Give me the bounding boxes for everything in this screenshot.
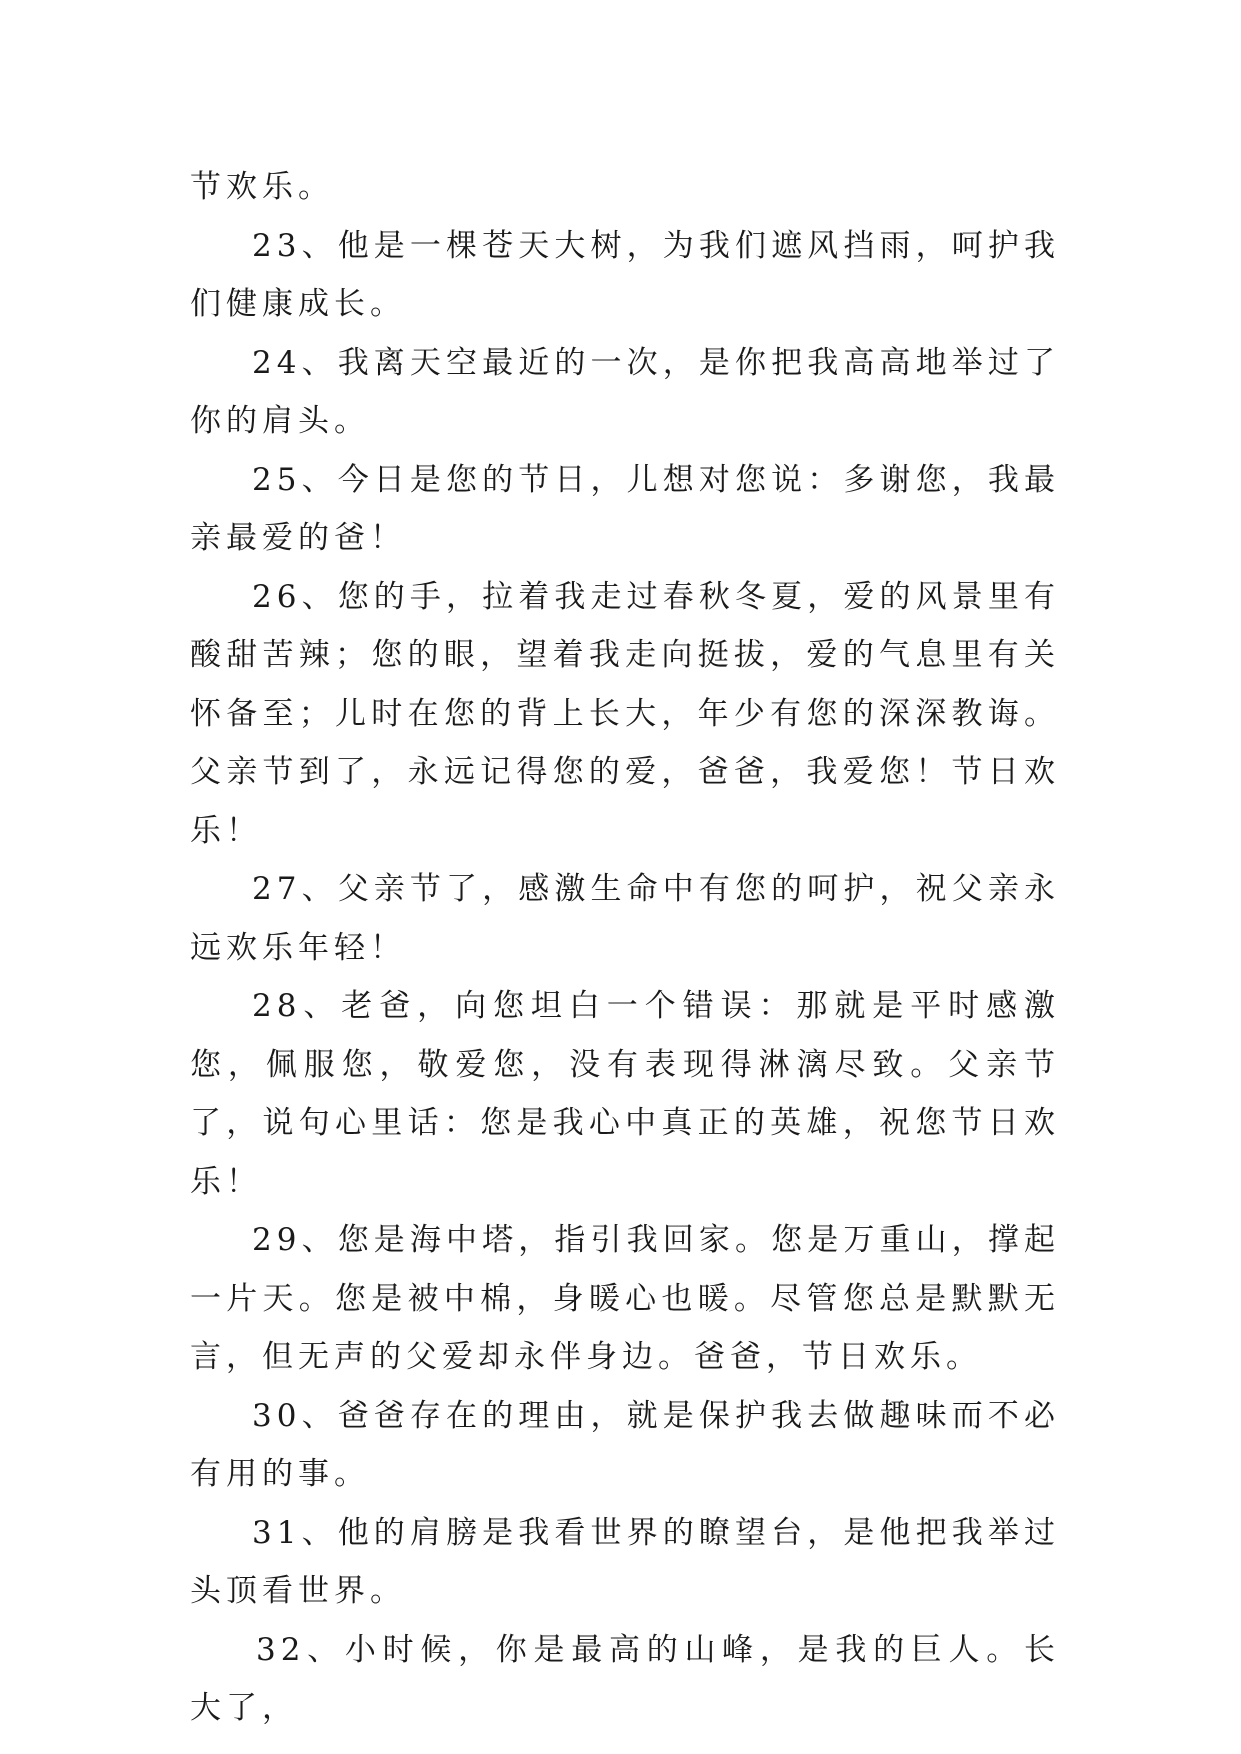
- paragraph-23: 23、他是一棵苍天大树，为我们遮风挡雨，呵护我们健康成长。: [190, 227, 1060, 322]
- paragraph-28: 28、老爸，向您坦白一个错误：那就是平时感激您，佩服您，敬爱您，没有表现得淋漓尽致。父亲节了，说句心里话：您是我心中真正的英雄，祝您节日欢乐！: [190, 988, 1060, 1200]
- document-body: [190, 158, 1060, 1738]
- paragraph-30: 30、爸爸存在的理由，就是保护我去做趣味而不必有用的事。: [190, 1397, 1060, 1492]
- paragraph-29: 29、您是海中塔，指引我回家。您是万重山，撑起一片天。您是被中棉，身暖心也暖。尽管您总是默默无言，但无声的父爱却永伴身边。爸爸，节日欢乐。: [190, 1222, 1060, 1375]
- paragraph-continuation: 节欢乐。: [190, 169, 334, 205]
- paragraph-26: 26、您的手，拉着我走过春秋冬夏，爱的风景里有酸甜苦辣；您的眼，望着我走向挺拔，爱的气息里有关怀备至；儿时在您的背上长大，年少有您的深深教诲。父亲节到了，永远记得您的爱，爸爸，我爱您！节日欢乐！: [190, 578, 1060, 849]
- paragraph-25: 25、今日是您的节日，儿想对您说：多谢您，我最亲最爱的爸！: [190, 461, 1060, 556]
- paragraph-31: 31、他的肩膀是我看世界的瞭望台，是他把我举过头顶看世界。: [190, 1514, 1060, 1609]
- paragraph-32: 32、小时候，你是最高的山峰，是我的巨人。长大了，: [190, 1631, 1060, 1726]
- paragraph-27: 27、父亲节了，感激生命中有您的呵护，祝父亲永远欢乐年轻！: [190, 871, 1060, 966]
- paragraph-24: 24、我离天空最近的一次，是你把我高高地举过了你的肩头。: [190, 344, 1060, 439]
